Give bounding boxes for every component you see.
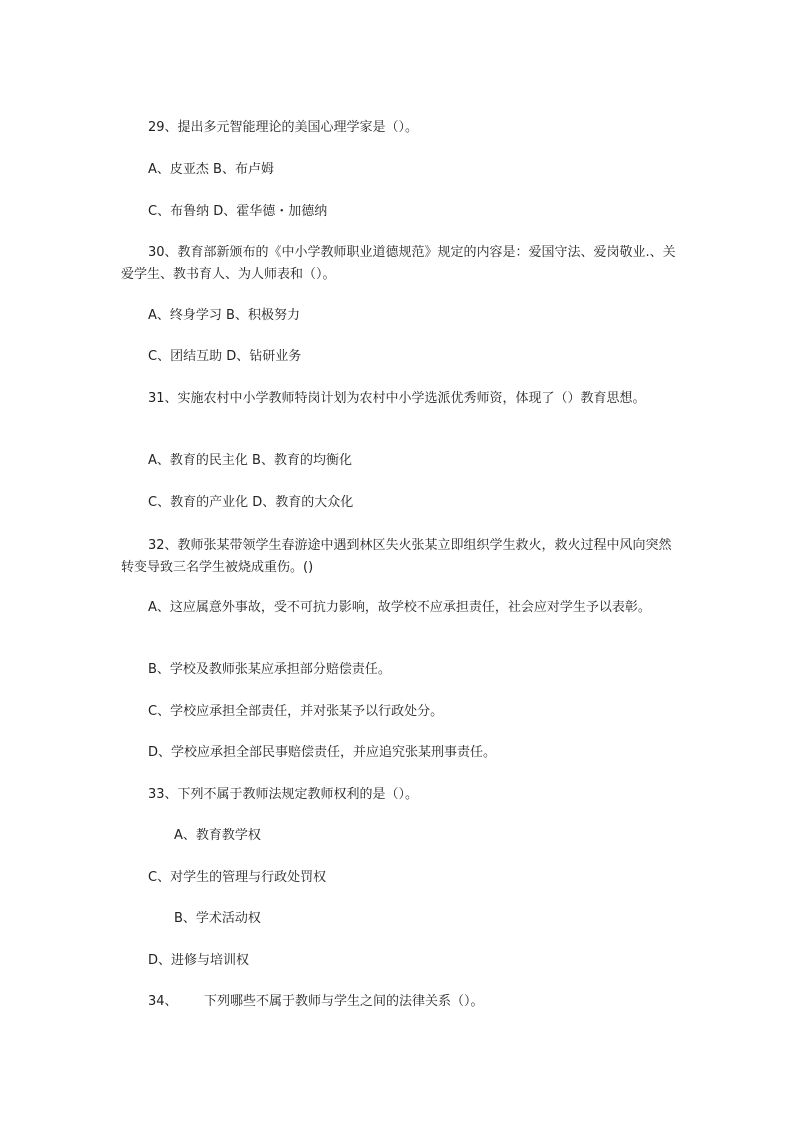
question-32-option-c: C、学校应承担全部责任，并对张某予以行政处分。 [148, 704, 444, 719]
question-32-option-b: B、学校及教师张某应承担部分赔偿责任。 [148, 662, 391, 677]
question-31-options-ab: A、教育的民主化 B、教育的均衡化 [148, 453, 352, 468]
question-32-stem: 32、教师张某带领学生春游途中遇到林区失火张某立即组织学生救火，救火过程中风向突然转变导致三名学生被烧成重伤。() [121, 538, 672, 575]
question-31-options-cd: C、教育的产业化 D、教育的大众化 [148, 495, 354, 510]
question-29-options-ab: A、皮亚杰 B、布卢姆 [148, 162, 274, 177]
question-32-option-a: A、这应属意外事故，受不可抗力影响，故学校不应承担责任，社会应对学生予以表彰。 [148, 600, 651, 615]
question-33-stem: 33、下列不属于教师法规定教师权利的是（）。 [148, 787, 419, 802]
question-32-option-d: D、学校应承担全部民事赔偿责任，并应追究张某刑事责任。 [148, 745, 497, 760]
question-34-stem: 下列哪些不属于教师与学生之间的法律关系（）。 [204, 994, 484, 1009]
question-34-number: 34、 [148, 994, 178, 1009]
question-33-option-b: B、学术活动权 [174, 911, 261, 926]
question-33-option-a: A、教育教学权 [174, 828, 261, 843]
question-31-stem: 31、实施农村中小学教师特岗计划为农村中小学选派优秀师资，体现了（）教育思想。 [148, 391, 646, 406]
question-29-options-cd: C、布鲁纳 D、霍华德・加德纳 [148, 204, 328, 219]
question-29-stem: 29、提出多元智能理论的美国心理学家是（）。 [148, 120, 419, 135]
question-33-option-d: D、进修与培训权 [148, 953, 250, 968]
question-30-options-cd: C、团结互助 D、钻研业务 [148, 349, 302, 364]
question-30-stem: 30、教育部新颁布的《中小学教师职业道德规范》规定的内容是：爱国守法、爱岗敬业.、关爱学生、教书育人、为人师表和（）。 [121, 245, 676, 282]
question-33-option-c: C、对学生的管理与行政处罚权 [148, 870, 327, 885]
question-30-options-ab: A、终身学习 B、积极努力 [148, 308, 300, 323]
